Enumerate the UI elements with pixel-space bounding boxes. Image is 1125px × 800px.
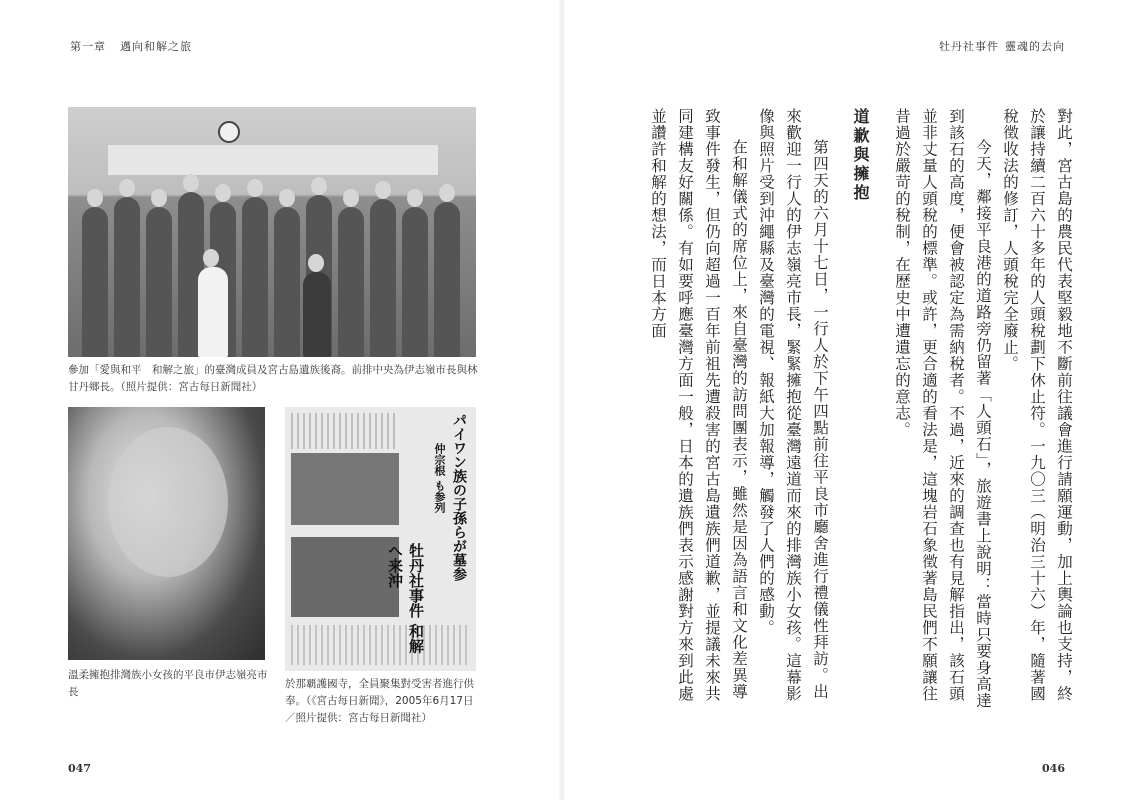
vertical-body-text [644,108,1077,713]
newspaper-text-lines [291,413,399,449]
body-paragraph: 在和解儀式的席位上，來自臺灣的訪問團表示，雖然是因為語言和文化差異導致事件發生，但仍向超過一百年前祖先遭殺害的宮古島遺族們道歉，並提議未來共同建構友好關係。有如要呼應臺灣方面一般，日本的遺族們表示感謝對方來到此處並讚許和解的想法，而日本方面 [649,108,748,702]
photo-person [370,199,396,357]
left-page [0,0,562,800]
photo-face [108,427,228,577]
section-heading: 道歉與擁抱 [851,108,870,203]
page-number-right: 046 [1042,762,1065,775]
photo-banner [108,145,438,175]
photo-person [402,207,428,357]
photo-person [82,207,108,357]
wall-clock-icon [218,121,240,143]
photo-person [146,207,172,357]
chapter-label: 第一章 [70,40,106,53]
newspaper-headline: 牡丹社事件 和解へ来沖 [386,543,425,654]
photo-child [303,272,331,357]
chapter-title: 邁向和解之旅 [120,40,192,53]
hug-photo [68,407,265,660]
photo-person [338,207,364,357]
photo-person [434,202,460,357]
group-photo [68,107,476,357]
page-number-left: 047 [68,762,91,775]
section-title: 靈魂的去向 [1005,40,1065,53]
running-head-right [939,38,1065,54]
body-paragraph: 第四天的六月十七日，一行人於下午四點前往平良市廳舍進行禮儀性拜訪。出來歡迎一行人的伊志嶺亮市長，緊緊擁抱從臺灣遠道而來的排灣族小女孩。這幕影像與照片受到沖繩縣及臺灣的電視、報紙大加報導，觸發了人們的感動。 [757,108,829,702]
right-page [562,0,1125,800]
book-title: 牡丹社事件 [939,40,999,53]
running-head-left [70,38,192,54]
newspaper-photo-1 [291,453,399,525]
newspaper-photo-caption: 於那覇護國寺，全員聚集對受害者進行供奉。（《宮古每日新聞》，2005年6月17日／照片提供：宮古每日新聞社） [285,678,474,724]
photo-person [242,197,268,357]
photo-child [198,267,228,357]
newspaper-photo [285,407,476,671]
body-paragraph: 對此，宮古島的農民代表堅毅地不斷前往議會進行請願運動，加上輿論也支持，終於讓持續二百六十多年的人頭稅劃下休止符。一九〇三（明治三十六）年，隨著國稅徵收法的修訂，人頭稅完全廢止。 [1001,108,1073,702]
group-photo-caption: 參加「愛與和平 和解之旅」的臺灣成員及宮古島遺族後裔。前排中央為伊志嶺市長與林甘丹鄉長。（照片提供：宮古每日新聞社） [68,364,478,393]
newspaper-photo-2 [291,537,399,617]
newspaper-headlines [386,413,471,663]
photo-person [114,197,140,357]
photo-person [274,207,300,357]
body-paragraph: 今天，鄰接平良港的道路旁仍留著「人頭石」，旅遊書上說明：當時只要身高達到該石的高度，便會被認定為需納稅者。不過，近來的調查也有見解指出，該石頭並非丈量人頭稅的標準。或許，更合適的看法是，這塊岩石象徵著島民們不願讓往昔過於嚴苛的稅制，在歷史中遭遺忘的意志。 [893,108,992,709]
newspaper-subhead: 仲宗根 も参列 [433,443,446,513]
hug-photo-caption: 溫柔擁抱排灣族小女孩的平良市伊志嶺亮市長 [68,669,268,698]
newspaper-headline: パイワン族の子孫らが墓参 [451,413,467,581]
